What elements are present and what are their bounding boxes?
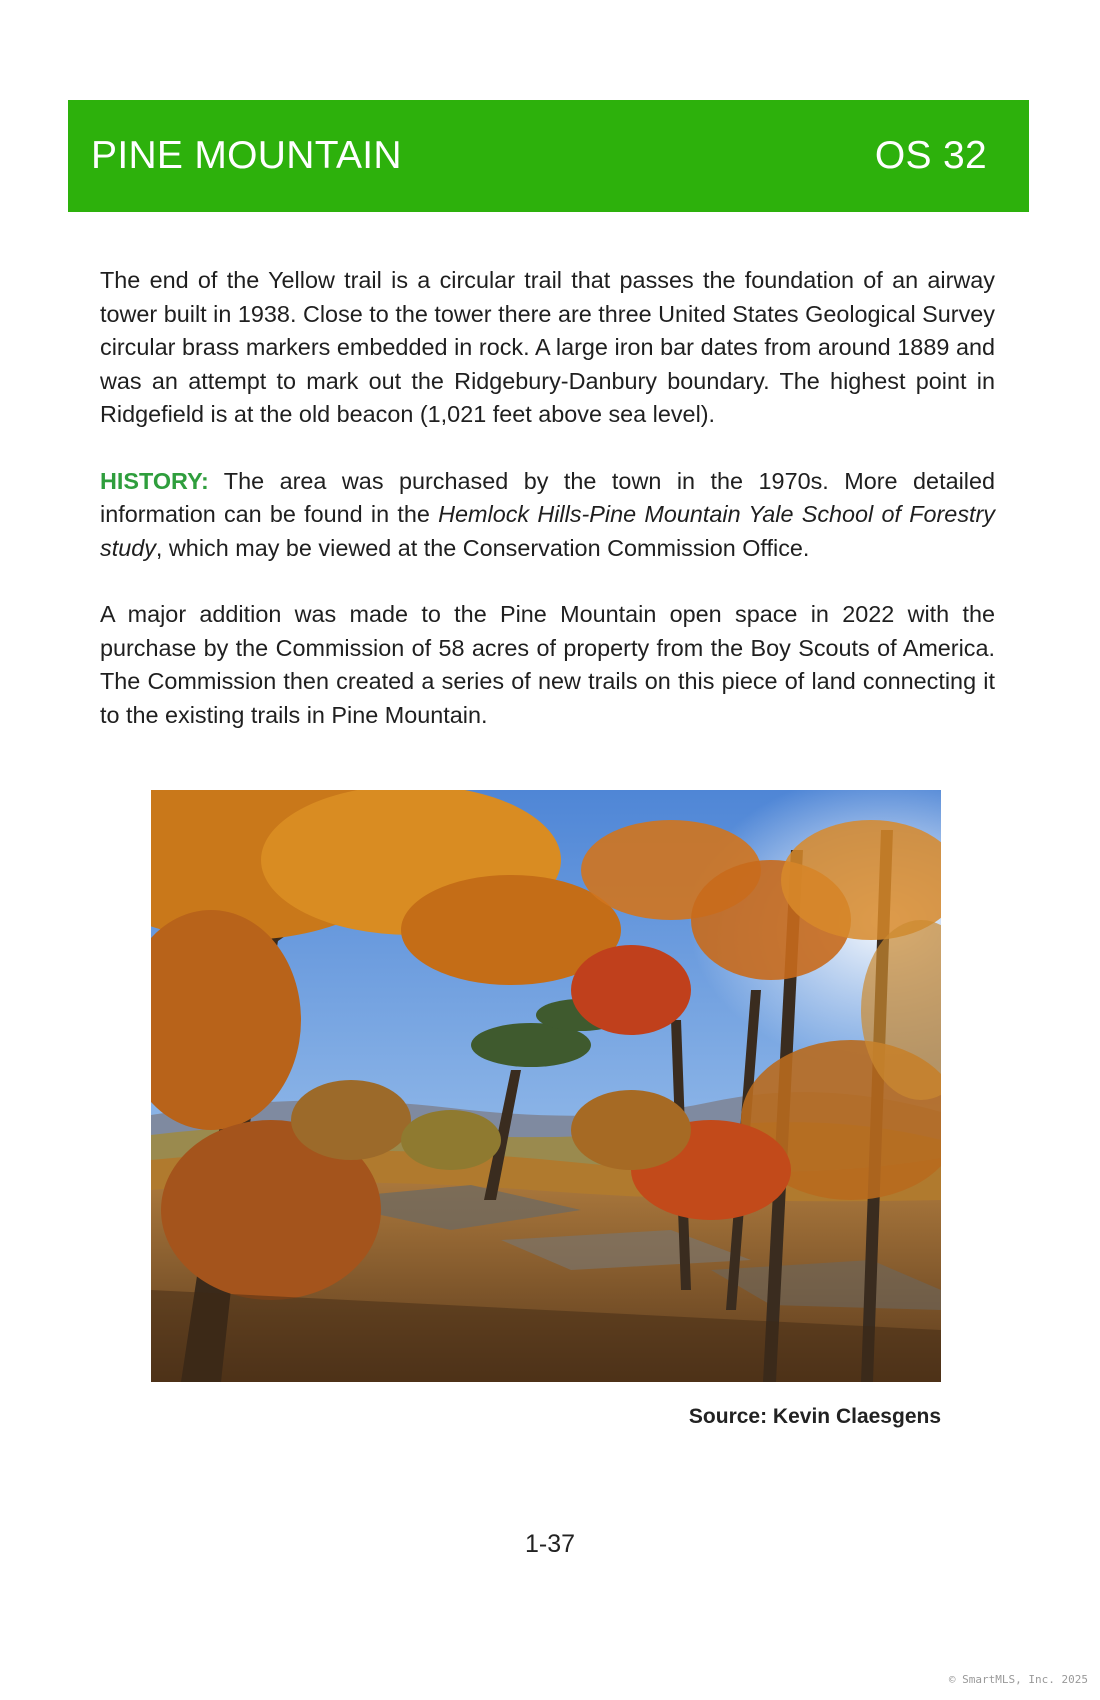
page-header-bar: [68, 100, 1029, 212]
paragraph-addition: A major addition was made to the Pine Mountain open space in 2022 with the purchase by the Commission of 58 acres of property from the Boy Scouts of America. The Commission then created a series of new trails on this piece of land connecting it to the existing trails in Pine Mountain.: [100, 601, 995, 728]
history-text-1: The area was purchased by the town in the 1970s. More detailed information can be found in the: [100, 467, 995, 527]
paragraph-history: [100, 465, 995, 566]
history-text-2: , which may be viewed at the Conservation Commission Office.: [155, 534, 810, 561]
copyright-watermark: © SmartMLS, Inc. 2025: [948, 1673, 1088, 1686]
history-label: HISTORY:: [100, 467, 209, 494]
autumn-forest-illustration: [151, 790, 941, 1382]
body-text: [100, 264, 995, 765]
photo-caption: Source: Kevin Claesgens: [688, 1405, 941, 1428]
page-title: PINE MOUNTAIN: [91, 134, 402, 177]
page-number: 1-37: [524, 1530, 576, 1558]
paragraph-description: The end of the Yellow trail is a circular trail that passes the foundation of an airway tower built in 1938. Close to the tower there are three United States Geological Survey circular brass markers embedded in rock. A large iron bar dates from around 1889 and was an attempt to mark out the Ridgebury-Danbury boundary. The highest point in Ridgefield is at the old beacon (1,021 feet above sea level).: [100, 267, 995, 427]
open-space-code: OS 32: [874, 134, 987, 177]
autumn-forest-photo: [151, 790, 941, 1382]
study-title: Hemlock Hills-Pine Mountain Yale School of Forestry study: [100, 501, 995, 561]
